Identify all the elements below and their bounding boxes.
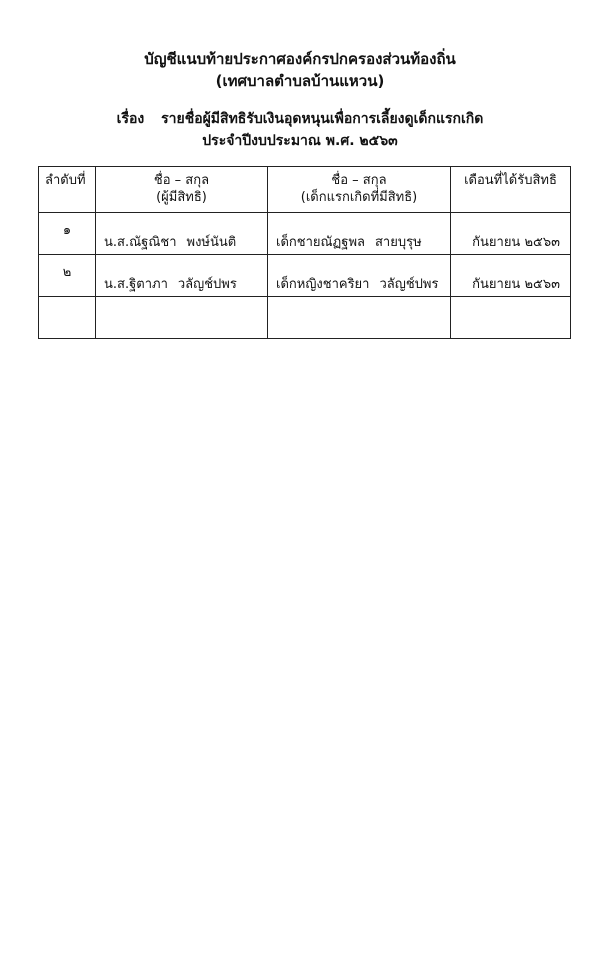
header-month: เดือนที่ได้รับสิทธิ: [451, 167, 571, 213]
header-child-note: (เด็กแรกเกิดที่มีสิทธิ): [300, 190, 418, 205]
empty-cell: [451, 297, 571, 339]
fiscal-year-line: ประจำปีงบประมาณ พ.ศ. ๒๕๖๓: [202, 133, 398, 149]
title-line-2: (เทศบาลตำบลบ้านแหวน): [215, 72, 385, 90]
empty-cell: [268, 297, 451, 339]
header-child-name: ชื่อ – สกุล: [331, 173, 387, 188]
recipient-name: [96, 255, 268, 297]
recipient-first-name: น.ส.ฐิตาภา: [104, 277, 168, 292]
recipient-first-name: น.ส.ณัฐณิชา: [104, 235, 177, 250]
table-row: [39, 213, 571, 255]
header-recipient-name: ชื่อ – สกุล: [153, 173, 210, 188]
empty-cell: [39, 297, 96, 339]
header-child: [268, 167, 451, 213]
recipient-last-name: วลัญช์ปพร: [177, 277, 237, 292]
subject-line: [0, 108, 600, 130]
subject-label: เรื่อง: [116, 111, 145, 127]
header-recipient-note: (ผู้มีสิทธิ): [156, 190, 207, 205]
entitlement-month: กันยายน ๒๕๖๓: [451, 255, 571, 297]
title-line-1: บัญชีแนบท้ายประกาศองค์กรปกครองส่วนท้องถิ่น: [144, 50, 456, 68]
recipient-name: [96, 213, 268, 255]
child-name: [268, 213, 451, 255]
table-row: [39, 255, 571, 297]
subject-block: [0, 108, 600, 152]
child-name: [268, 255, 451, 297]
entitlement-month: กันยายน ๒๕๖๓: [451, 213, 571, 255]
row-order: ๑: [39, 213, 96, 255]
subject-text: รายชื่อผู้มีสิทธิรับเงินอุดหนุนเพื่อการเลี้ยงดูเด็กแรกเกิด: [161, 111, 484, 127]
child-last-name: วลัญช์ปพร: [379, 277, 439, 292]
recipient-table: [38, 166, 571, 339]
child-first-name: เด็กหญิงชาคริยา: [276, 277, 370, 292]
child-first-name: เด็กชายณัฏฐพล: [276, 235, 365, 250]
recipient-last-name: พงษ์นันติ: [186, 235, 237, 250]
table-header-row: [39, 167, 571, 213]
empty-cell: [96, 297, 268, 339]
child-last-name: สายบุรุษ: [375, 235, 422, 250]
row-order: ๒: [39, 255, 96, 297]
document-header: [0, 48, 600, 92]
empty-table-row: [39, 297, 571, 339]
header-recipient: [96, 167, 268, 213]
header-order: ลำดับที่: [39, 167, 96, 213]
